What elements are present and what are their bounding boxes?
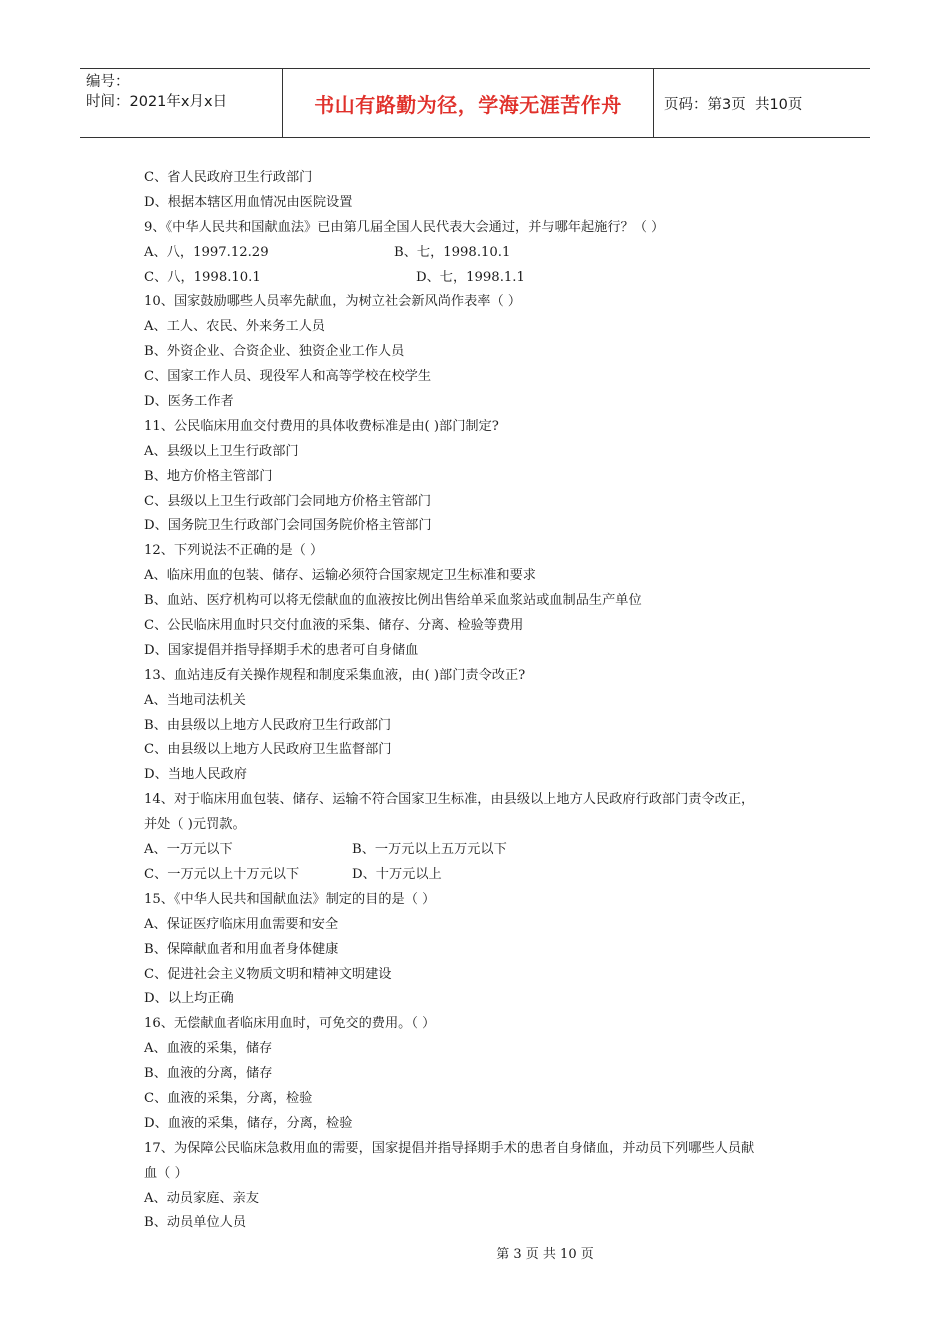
- option-line: D、医务工作者: [144, 394, 234, 410]
- option-line: A、血液的采集，储存: [144, 1041, 273, 1057]
- option-text: D、七，1998.1.1: [416, 269, 525, 285]
- header-motto: 书山有路勤为径，学海无涯苦作舟: [314, 92, 622, 117]
- option-line: B、动员单位人员: [144, 1215, 247, 1231]
- question-line: 14、对于临床用血包装、储存、运输不符合国家卫生标准，由县级以上地方人民政府行政部门责令改正，: [144, 792, 755, 808]
- option-line: C、县级以上卫生行政部门会同地方价格主管部门: [144, 493, 432, 509]
- option-text: A、一万元以下: [144, 842, 233, 858]
- option-line: A、当地司法机关: [144, 692, 246, 708]
- option-line: B、地方价格主管部门: [144, 468, 273, 484]
- question-body: [144, 166, 824, 1236]
- option-line: D、以上均正确: [144, 991, 234, 1007]
- option-line: 血（ ）: [144, 1165, 188, 1181]
- option-line: B、血液的分离，储存: [144, 1066, 273, 1082]
- option-line: B、保障献血者和用血者身体健康: [144, 941, 339, 957]
- option-line: D、国家提倡并指导择期手术的患者可自身储血: [144, 642, 419, 658]
- option-text: C、一万元以上十万元以下: [144, 866, 300, 882]
- option-pair-line: [144, 863, 824, 888]
- option-line: B、外资企业、合资企业、独资企业工作人员: [144, 344, 405, 360]
- question-line: 13、血站违反有关操作规程和制度采集血液，由( )部门责令改正?: [144, 667, 526, 683]
- option-line: C、血液的采集，分离，检验: [144, 1090, 313, 1106]
- option-line: A、动员家庭、亲友: [144, 1190, 260, 1206]
- header-motto-cell: [282, 69, 654, 137]
- document-time-label: 时间：2021年x月x日: [86, 94, 228, 110]
- header-page-info: 页码：第3页 共10页: [664, 96, 803, 113]
- option-line: C、公民临床用血时只交付血液的采集、储存、分离、检验等费用: [144, 618, 524, 634]
- option-line: D、国务院卫生行政部门会同国务院价格主管部门: [144, 518, 432, 534]
- option-line: C、国家工作人员、现役军人和高等学校在校学生: [144, 369, 432, 385]
- option-line: C、促进社会主义物质文明和精神文明建设: [144, 966, 392, 982]
- option-line: B、血站、医疗机构可以将无偿献血的血液按比例出售给单采血浆站或血制品生产单位: [144, 593, 642, 609]
- question-line: 9、《中华人民共和国献血法》已由第几届全国人民代表大会通过，并与哪年起施行？（ ）: [144, 219, 665, 235]
- option-text: D、十万元以上: [352, 866, 442, 882]
- option-text: A、八，1997.12.29: [144, 244, 269, 260]
- question-line: 12、下列说法不正确的是（ ）: [144, 543, 324, 559]
- option-pair-line: [144, 241, 824, 266]
- option-line: A、县级以上卫生行政部门: [144, 443, 299, 459]
- option-pair-line: [144, 838, 824, 863]
- option-line: B、由县级以上地方人民政府卫生行政部门: [144, 717, 392, 733]
- option-text: B、一万元以上五万元以下: [352, 842, 507, 858]
- question-line: 17、为保障公民临床急救用血的需要，国家提倡并指导择期手术的患者自身储血，并动员下列哪些人员献: [144, 1140, 755, 1156]
- header-meta: [80, 69, 282, 137]
- option-line: A、保证医疗临床用血需要和安全: [144, 916, 339, 932]
- option-line: C、省人民政府卫生行政部门: [144, 170, 313, 185]
- option-pair-line: [144, 266, 824, 291]
- option-line: 并处（ )元罚款。: [144, 817, 246, 833]
- option-text: C、八，1998.10.1: [144, 269, 261, 285]
- option-line: D、根据本辖区用血情况由医院设置: [144, 194, 353, 210]
- option-text: B、七，1998.10.1: [394, 244, 511, 260]
- page-header: [80, 68, 870, 138]
- question-line: 10、国家鼓励哪些人员率先献血，为树立社会新风尚作表率（ ）: [144, 294, 522, 310]
- option-line: A、工人、农民、外来务工人员: [144, 319, 325, 335]
- document-number-label: 编号：: [86, 74, 130, 90]
- option-line: D、血液的采集，储存，分离，检验: [144, 1115, 353, 1131]
- page-footer: 第 3 页 共 10 页: [496, 1247, 594, 1262]
- question-line: 15、《中华人民共和国献血法》制定的目的是（ ）: [144, 891, 436, 907]
- option-line: D、当地人民政府: [144, 767, 247, 783]
- question-line: 11、公民临床用血交付费用的具体收费标准是由( )部门制定?: [144, 418, 499, 434]
- question-line: 16、无偿献血者临床用血时，可免交的费用。（ ）: [144, 1016, 436, 1032]
- option-line: A、临床用血的包装、储存、运输必须符合国家规定卫生标准和要求: [144, 568, 536, 584]
- option-line: C、由县级以上地方人民政府卫生监督部门: [144, 742, 392, 758]
